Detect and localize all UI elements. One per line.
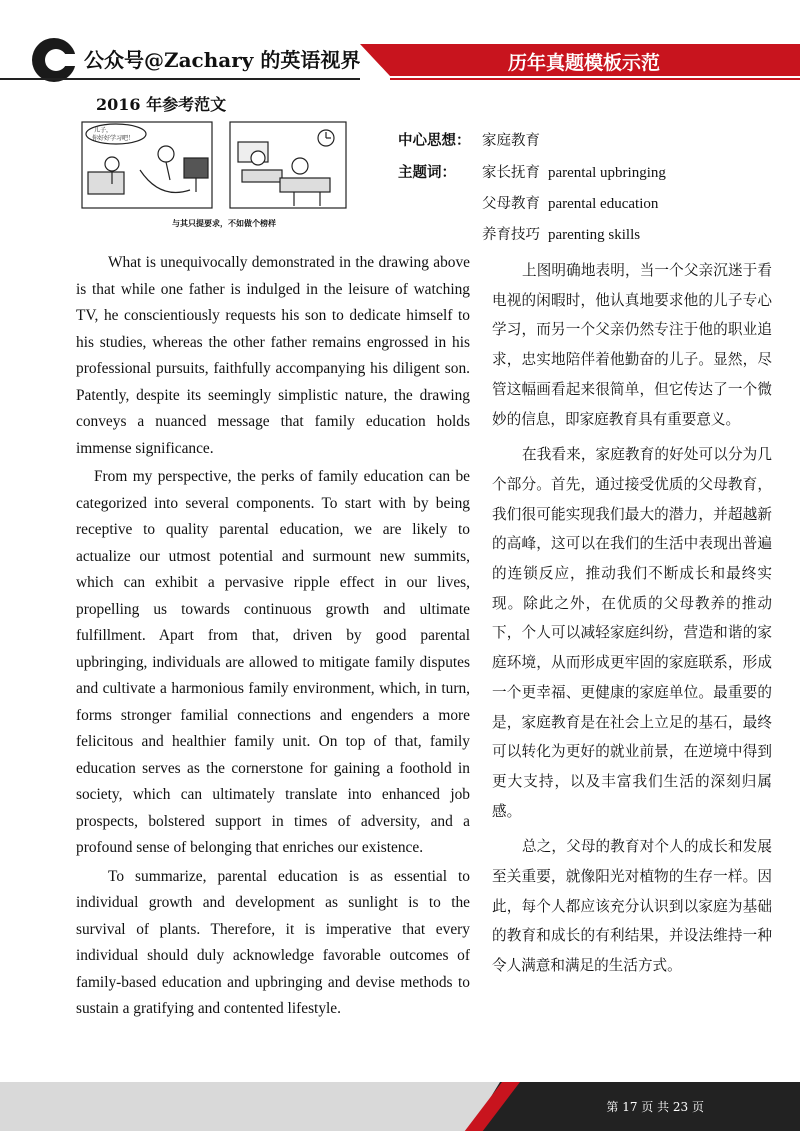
central-idea-label: 中心思想：: [398, 132, 471, 149]
keyword-en: parenting skills: [548, 227, 641, 243]
keyword-row: [398, 157, 666, 189]
keyword-row: [398, 189, 666, 220]
keyword-en: parental upbringing: [548, 165, 666, 181]
english-paragraph-2: From my perspective, the perks of family education can be categorized into several components. To start with by being receptive to quality parental education, we are likely to actualize our utmost potential and surmount new summits, which can exhibit a pervasive ripple effect in our lives, propelling us towards continuous growth and ultimate fulfillment. Apart from that, driven by good parental upbringing, individuals are allowed to mitigate family disputes and cultivate a harmonious family environment, which, in turn, forms stronger familial connections and engenders a more felicitous and healthier family unit. On top of that, family education serves as the cornerstone for gaining a foothold in society, which can ultimately translate into enhanced job prospects, bolstered support in times of adversity, and a profound sense of belonging that enriches our existence.: [76, 468, 470, 856]
header-accent-line: [390, 78, 800, 80]
chinese-translation: [492, 256, 772, 987]
keyword-row: [398, 220, 666, 251]
brand-logo-icon: [30, 36, 78, 84]
cartoon-caption: 与其只提要求，不如做个榜样: [172, 219, 276, 228]
chinese-paragraph-3: 总之，父母的教育对个人的成长和发展至关重要，就像阳光对植物的生存一样。因此，每个人都应该充分认识到以家庭为基础的教育和成长的有利结果，并设法维持一种令人满意和满足的生活方式。: [492, 838, 772, 975]
keyword-en: parental education: [548, 196, 659, 212]
english-essay: [76, 250, 470, 1025]
header-title: 公众号@Zachary 的英语视界: [84, 48, 361, 72]
cartoon-bubble-line-1: 儿子，: [94, 127, 113, 134]
topic-block: [398, 125, 666, 251]
section-title: 2016 年参考范文: [96, 95, 227, 114]
chinese-paragraph-1: 上图明确地表明，当一个父亲沉迷于看电视的闲暇时，他认真地要求他的儿子专心学习，而另一个父亲仍然专注于他的职业追求，忠实地陪伴着他勤奋的儿子。显然，尽管这幅画看起来很简单，但它传达了一个微妙的信息，即家庭教育具有重要意义。: [492, 262, 772, 428]
header-divider: [0, 78, 360, 80]
footer-grey-band: [0, 1082, 500, 1131]
page-number: 第 17 页 共 23 页: [606, 1100, 704, 1114]
central-idea-row: [398, 125, 666, 157]
cartoon-illustration: [80, 120, 350, 232]
keyword-zh: 父母教育: [482, 196, 540, 212]
keywords-label: 主题词：: [398, 164, 456, 181]
chinese-paragraph-2: 在我看来，家庭教育的好处可以分为几个部分。首先，通过接受优质的父母教育，我们很可能实现我们最大的潜力，并超越新的高峰，这可以在我们的生活中表现出普遍的连锁反应，推动我们不断成长和最终实现。除此之外，在优质的父母教养的推动下，个人可以减轻家庭纠纷，营造和谐的家庭环境，从而形成更牢固的家庭联系，形成一个更幸福、更健康的家庭单位。最重要的是，家庭教育是在社会上立足的基石，最终可以转化为更好的就业前景，在逆境中得到更大支持，以及丰富我们生活的深刻归属感。: [492, 446, 772, 820]
english-paragraph-1: What is unequivocally demonstrated in the drawing above is that while one father is indulged in the leisure of watching TV, he conscientiously requests his son to dedicate himself to his studies, whereas the other father remains engrossed in his professional pursuits, faithfully accompanying his diligent son. Patently, despite its seemingly simplistic nature, the drawing conveys a nuanced message that family education holds immense significance.: [76, 254, 470, 457]
english-paragraph-3: To summarize, parental education is as essential to individual growth and development as sunlight is to the survival of plants. Therefore, it is imperative that every individual should duly acknowledge favorable outcomes of family-based education and upbringing and devise methods to sustain a gratifying and contented lifestyle.: [76, 867, 470, 1017]
keyword-zh: 家长抚育: [482, 165, 540, 181]
central-idea-value: 家庭教育: [482, 133, 540, 149]
header-section-label: 历年真题模板示范: [507, 52, 660, 74]
cartoon-bubble-line-2: 你好好学习吧！: [92, 135, 135, 142]
keyword-zh: 养育技巧: [482, 227, 540, 243]
